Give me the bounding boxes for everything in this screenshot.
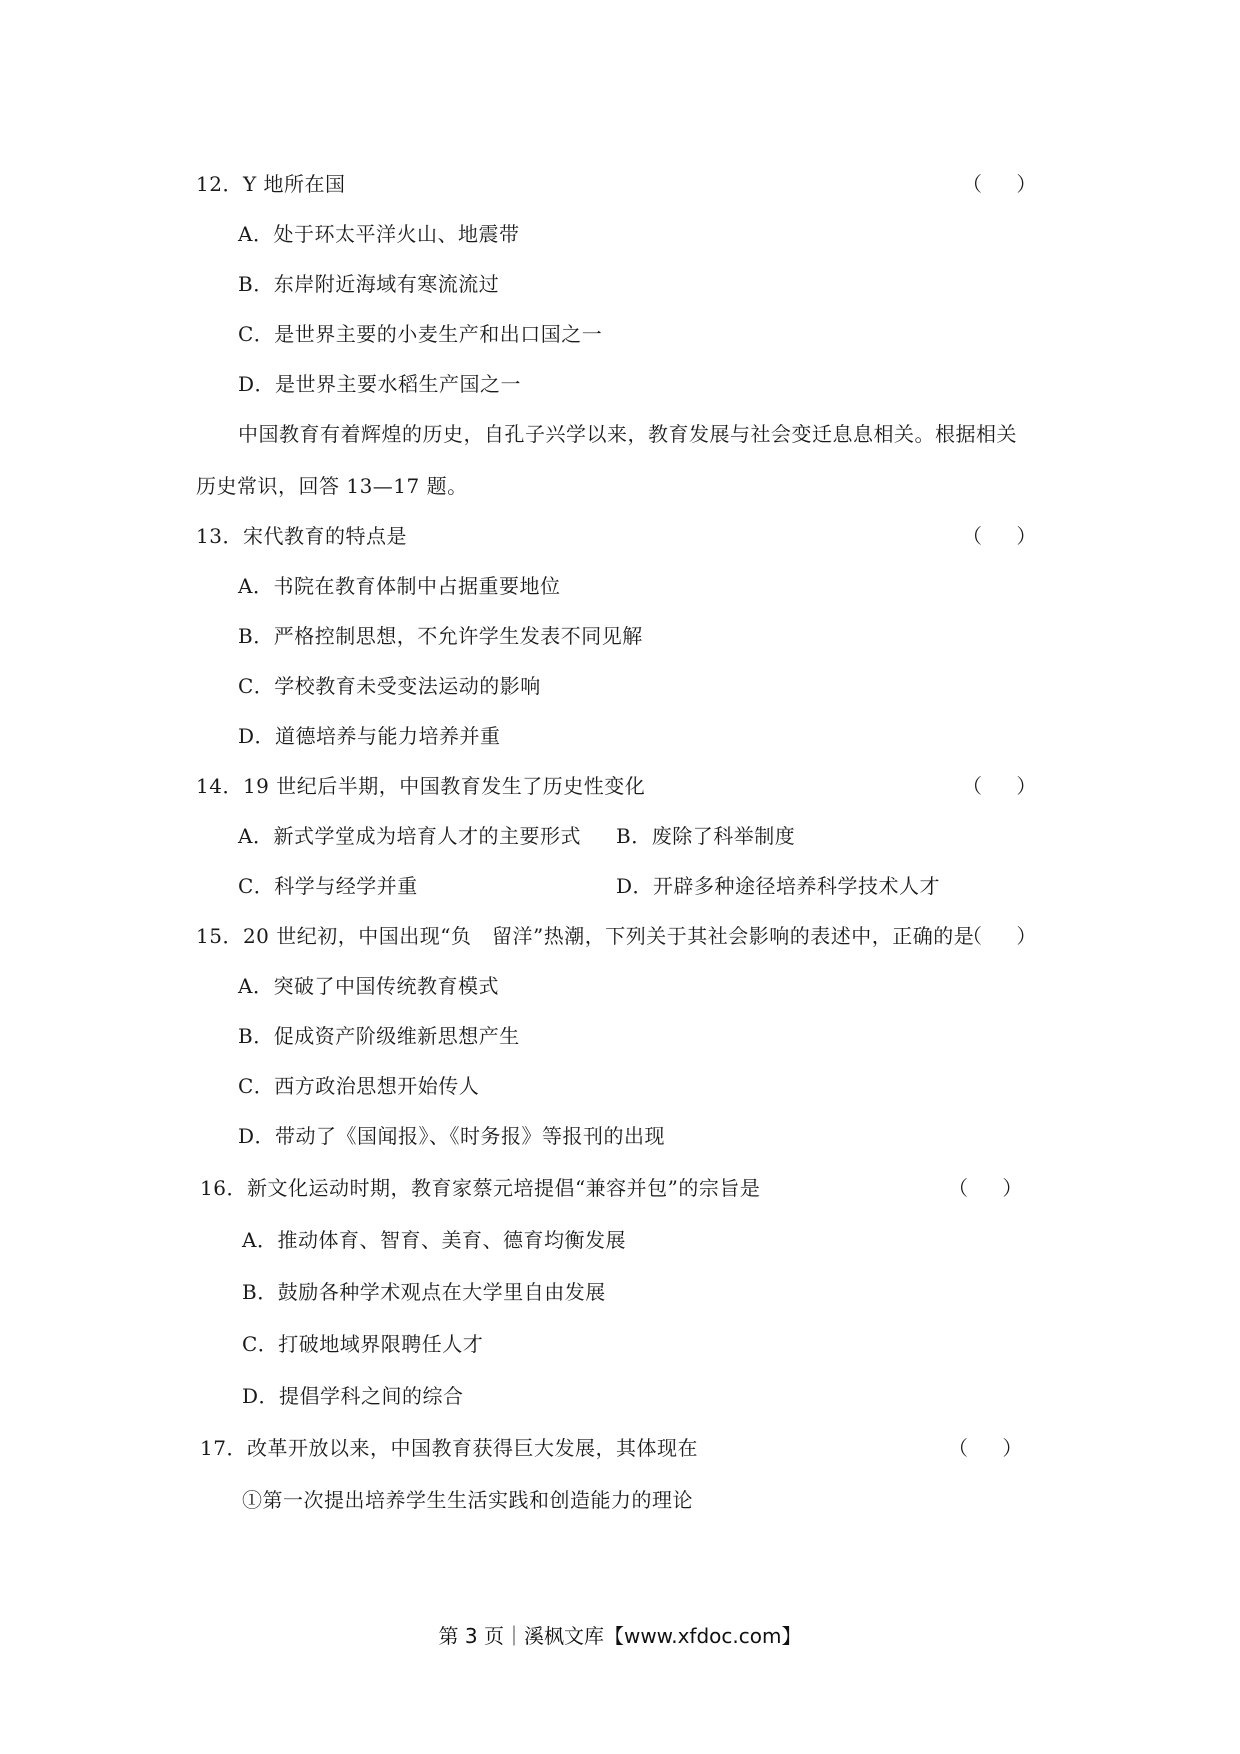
q13-option-d: D．道德培养与能力培养并重 xyxy=(238,724,501,748)
q14-stem: 14．19 世纪后半期，中国教育发生了历史性变化 xyxy=(196,774,646,798)
q15-option-b: B．促成资产阶级维新思想产生 xyxy=(238,1024,520,1048)
q17-item-1: ①第一次提出培养学生生活实践和创造能力的理论 xyxy=(242,1488,693,1512)
q14-option-d: D．开辟多种途径培养科学技术人才 xyxy=(616,874,941,898)
q12-stem: 12．Y 地所在国 xyxy=(196,172,346,196)
q16-option-a: A．推动体育、智育、美育、德育均衡发展 xyxy=(242,1228,626,1252)
q14-option-c: C．科学与经学并重 xyxy=(238,874,418,898)
q16-answer-paren: （ ） xyxy=(948,1176,1037,1200)
q16-option-d: D．提倡学科之间的综合 xyxy=(242,1384,464,1408)
intro-line-2: 历史常识，回答 13—17 题。 xyxy=(196,474,468,498)
page-footer: 第 3 页｜溪枫文库【www.xfdoc.com】 xyxy=(438,1624,802,1648)
q15-answer-paren: （ ） xyxy=(962,924,1051,948)
q16-option-b: B．鼓励各种学术观点在大学里自由发展 xyxy=(242,1280,606,1304)
q17-answer-paren: （ ） xyxy=(948,1436,1037,1460)
q15-stem: 15．20 世纪初，中国出现“负 留洋”热潮，下列关于其社会影响的表述中，正确的是 xyxy=(196,924,975,948)
q15-option-c: C．西方政治思想开始传人 xyxy=(238,1074,480,1098)
intro-line-1: 中国教育有着辉煌的历史，自孔子兴学以来，教育发展与社会变迁息息相关。根据相关 xyxy=(238,422,1017,446)
q13-stem: 13．宋代教育的特点是 xyxy=(196,524,407,548)
q12-option-c: C．是世界主要的小麦生产和出口国之一 xyxy=(238,322,603,346)
q17-stem: 17．改革开放以来，中国教育获得巨大发展，其体现在 xyxy=(200,1436,698,1460)
q14-option-a: A．新式学堂成为培育人才的主要形式 xyxy=(238,824,581,848)
q13-answer-paren: （ ） xyxy=(962,524,1051,548)
q16-stem: 16．新文化运动时期，教育家蔡元培提倡“兼容并包”的宗旨是 xyxy=(200,1176,761,1200)
q13-option-a: A．书院在教育体制中占据重要地位 xyxy=(238,574,561,598)
q13-option-b: B．严格控制思想，不允许学生发表不同见解 xyxy=(238,624,643,648)
q12-option-d: D．是世界主要水稻生产国之一 xyxy=(238,372,522,396)
q14-option-b: B．废除了科举制度 xyxy=(616,824,796,848)
q14-answer-paren: （ ） xyxy=(962,774,1051,798)
q15-option-a: A．突破了中国传统教育模式 xyxy=(238,974,499,998)
q12-option-a: A．处于环太平洋火山、地震带 xyxy=(238,222,520,246)
q13-option-c: C．学校教育未受变法运动的影响 xyxy=(238,674,541,698)
q12-option-b: B．东岸附近海域有寒流流过 xyxy=(238,272,500,296)
q16-option-c: C．打破地域界限聘任人才 xyxy=(242,1332,484,1356)
q12-answer-paren: （ ） xyxy=(962,172,1051,196)
q15-option-d: D．带动了《国闻报》、《时务报》等报刊的出现 xyxy=(238,1124,666,1148)
